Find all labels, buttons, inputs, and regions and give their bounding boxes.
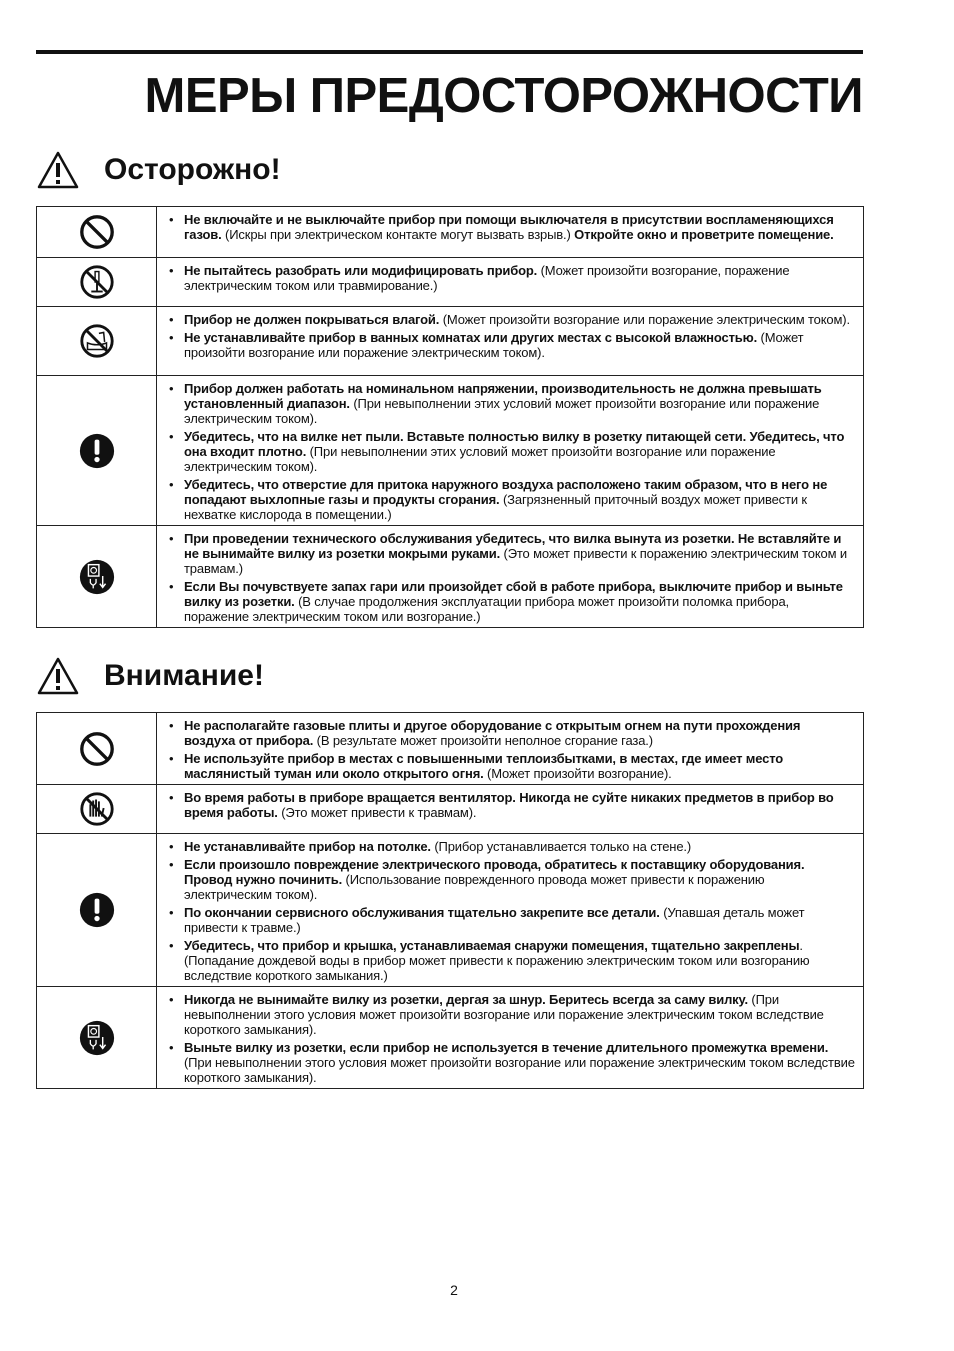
icon-cell xyxy=(37,307,157,376)
warning-text-bold: Не устанавливайте прибор на потолке. xyxy=(184,839,431,854)
list-item xyxy=(169,330,855,360)
list-item xyxy=(169,905,855,935)
warning-explanation: (Может произойти возгорание). xyxy=(483,766,672,781)
list-item xyxy=(169,857,855,902)
mandatory-exclamation-icon xyxy=(78,891,116,929)
warning-text-bold: Если Вы почувствуете запах гари или произойдет сбой в работе прибора, выключите прибор и выньте вилку из розетки. xyxy=(184,579,843,609)
attention-table xyxy=(36,712,864,1089)
text-cell xyxy=(157,258,864,307)
warning-text-bold: Не пытайтесь разобрать или модифицировать прибор. xyxy=(184,263,538,278)
warning-text-bold: Убедитесь, что на вилке нет пыли. Вставьте полностью вилку в розетку питающей сети. Убедитесь, что она входит плотно. xyxy=(184,429,845,459)
warning-text-bold: Не располагайте газовые плиты и другое оборудование с открытым огнем на пути прохождения воздуха от прибора. xyxy=(184,718,801,748)
icon-cell xyxy=(37,376,157,526)
list-item xyxy=(169,751,855,781)
list-item xyxy=(169,1040,855,1085)
warning-text-bold: При проведении технического обслуживания убедитесь, что вилка вынута из розетки. Не вставляйте и не вынимайте вилку из розетки мокрыми руками. xyxy=(184,531,842,561)
page-number: 2 xyxy=(450,1282,458,1298)
warning-explanation: (Может произойти возгорание, поражение электрическим током или травмирование.) xyxy=(184,263,790,293)
text-cell xyxy=(157,526,864,628)
icon-cell xyxy=(37,713,157,785)
list-item xyxy=(169,992,855,1037)
list-item xyxy=(169,429,855,474)
mandatory-exclamation-icon xyxy=(78,432,116,470)
warning-text-bold: Если произошло повреждение электрического провода, обратитесь к поставщику оборудования. Провод нужно починить. xyxy=(184,857,805,887)
prohibition-icon xyxy=(78,730,116,768)
list-item xyxy=(169,790,855,820)
table-row xyxy=(37,785,864,834)
text-cell xyxy=(157,834,864,987)
list-item xyxy=(169,477,855,522)
text-cell xyxy=(157,785,864,834)
list-item xyxy=(169,531,855,576)
icon-cell xyxy=(37,207,157,258)
warning-text-bold: Прибор не должен покрываться влагой. xyxy=(184,312,440,327)
text-cell xyxy=(157,987,864,1089)
list-item xyxy=(169,718,855,748)
list-item xyxy=(169,938,855,983)
warning-text-bold: Не включайте и не выключайте прибор при помощи выключателя в присутствии воспламеняющихся газов. xyxy=(184,212,834,242)
warning-explanation: (Использование поврежденного провода может привести к поражению электрическим током). xyxy=(184,872,765,902)
warning-explanation: (При невыполнении этих условий может произойти возгорание или поражение электрическим током). xyxy=(184,444,776,474)
table-row xyxy=(37,834,864,987)
list-item xyxy=(169,579,855,624)
section-heading-attention xyxy=(36,654,264,698)
warning-explanation: (Это может привести к поражению электрическим током и травмам.) xyxy=(184,546,847,576)
list-item xyxy=(169,312,855,327)
no-moisture-icon xyxy=(78,322,116,360)
unplug-icon xyxy=(78,1019,116,1057)
list-item xyxy=(169,263,855,293)
warning-explanation: (В результате может произойти неполное сгорание газа.) xyxy=(313,733,653,748)
warning-explanation: (Может произойти возгорание или поражение электрическим током). xyxy=(184,330,804,360)
text-cell xyxy=(157,713,864,785)
table-row xyxy=(37,258,864,307)
table-row xyxy=(37,526,864,628)
warning-explanation: (Может произойти возгорание или поражение электрическим током). xyxy=(439,312,850,327)
warning-text-bold: Во время работы в приборе вращается вентилятор. Никогда не суйте никаких предметов в прибор во время работы. xyxy=(184,790,834,820)
warning-text-bold: Не устанавливайте прибор в ванных комнатах или других местах с высокой влажностью. xyxy=(184,330,758,345)
warning-explanation: (Искры при электрическом контакте могут вызвать взрыв.) xyxy=(221,227,575,242)
warning-text-bold: Никогда не вынимайте вилку из розетки, дергая за шнур. Беритесь всегда за саму вилку. xyxy=(184,992,748,1007)
warning-explanation: (Прибор устанавливается только на стене.) xyxy=(430,839,692,854)
warning-explanation: . (Попадание дождевой воды в прибор может привести к поражению электрическим током или возгоранию вследствие короткого замыкания.) xyxy=(184,938,810,983)
section-heading-caution xyxy=(36,148,281,192)
table-row xyxy=(37,713,864,785)
icon-cell xyxy=(37,785,157,834)
warning-explanation: (Упавшая деталь может привести к травме.) xyxy=(184,905,805,935)
warning-text-bold: Откройте окно и проветрите помещение. xyxy=(574,227,834,242)
warning-text-bold: По окончании сервисного обслуживания тщательно закрепите все детали. xyxy=(184,905,660,920)
warning-text-bold: Не используйте прибор в местах с повышенными теплоизбытками, в местах, где имеет место маслянистый туман или около открытого огня. xyxy=(184,751,784,781)
warning-text-bold: Прибор должен работать на номинальном напряжении, производительность не должна превышать установленный диапазон. xyxy=(184,381,822,411)
warning-explanation: (При невыполнении этого условия может произойти возгорание или поражение электрическим током вследствие короткого замыкания). xyxy=(184,1055,855,1085)
caution-table xyxy=(36,206,864,628)
icon-cell xyxy=(37,526,157,628)
warning-explanation: (В случае продолжения эксплуатации прибора может произойти поломка прибора, поражение электрическим током или возгорание.) xyxy=(184,594,789,624)
table-row xyxy=(37,207,864,258)
table-row xyxy=(37,376,864,526)
prohibition-icon xyxy=(78,213,116,251)
no-hands-icon xyxy=(78,790,116,828)
text-cell xyxy=(157,307,864,376)
unplug-icon xyxy=(78,558,116,596)
warning-text-bold: Выньте вилку из розетки, если прибор не используется в течение длительного промежутка времени. xyxy=(184,1040,829,1055)
text-cell xyxy=(157,376,864,526)
warning-triangle-icon xyxy=(36,150,80,190)
list-item xyxy=(169,839,855,854)
warning-explanation: (При невыполнении этих условий может произойти возгорание или поражение электрическим током). xyxy=(184,396,820,426)
top-rule xyxy=(36,50,863,54)
warning-explanation: (Это может привести к травмам). xyxy=(277,805,477,820)
warning-triangle-icon xyxy=(36,656,80,696)
text-cell xyxy=(157,207,864,258)
table-row xyxy=(37,987,864,1089)
icon-cell xyxy=(37,258,157,307)
warning-text-bold: Убедитесь, что отверстие для притока наружного воздуха расположено таким образом, что в него не попадают выхлопные газы и продукты сгорания. xyxy=(184,477,828,507)
icon-cell xyxy=(37,834,157,987)
section-heading-label: Внимание! xyxy=(104,659,264,692)
list-item xyxy=(169,212,855,242)
list-item xyxy=(169,381,855,426)
page-title: МЕРЫ ПРЕДОСТОРОЖНОСТИ xyxy=(144,69,863,123)
warning-text-bold: Убедитесь, что прибор и крышка, устанавливаемая снаружи помещения, тщательно закреплены xyxy=(184,938,800,953)
table-row xyxy=(37,307,864,376)
warning-explanation: (Загрязненный приточный воздух может привести к нехватке кислорода в помещении.) xyxy=(184,492,807,522)
section-heading-label: Осторожно! xyxy=(104,153,281,186)
icon-cell xyxy=(37,987,157,1089)
no-disassembly-icon xyxy=(78,263,116,301)
warning-explanation: (При невыполнении этого условия может произойти возгорание или поражение электрическим током вследствие короткого замыкания). xyxy=(184,992,824,1037)
